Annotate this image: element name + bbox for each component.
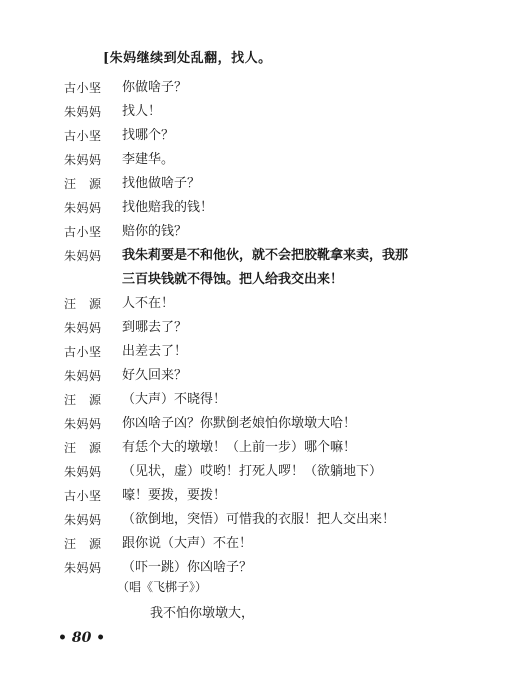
speech-text: 人不在！ (122, 296, 175, 311)
page-number: • 80 • (58, 630, 106, 646)
dialogue-line (64, 172, 464, 196)
speech-text: 找人！ (122, 104, 162, 119)
speech-text: 你凶啥子凶？你默倒老娘怕你墩墩大哈！ (122, 416, 357, 431)
dialogue-line (64, 532, 464, 556)
dialogue-line (64, 484, 464, 508)
speaker-name: 朱妈妈 (64, 513, 102, 527)
speech-text: 有恁个大的墩墩！（上前一步）哪个嘛！ (122, 440, 357, 455)
speech-text: 出差去了！ (122, 344, 188, 359)
speaker-name: 朱妈妈 (64, 417, 102, 431)
speech-text: 李建华。 (122, 152, 175, 167)
song-lyric-line: 我不怕你墩墩大， (150, 606, 255, 621)
speech-text (122, 244, 452, 292)
dialogue-line (64, 364, 464, 388)
speech-text: （见状，虚）哎哟！打死人啰！（欲躺地下） (122, 464, 383, 479)
dialogue-line (64, 124, 464, 148)
dialogue-line (64, 316, 464, 340)
dialogue-line (64, 508, 464, 532)
stage-direction: [朱妈继续到处乱翻，找人。 (103, 51, 272, 66)
speaker-name: 朱妈妈 (64, 321, 102, 335)
speaker-name: 朱妈妈 (64, 105, 102, 119)
dialogue-line (64, 556, 464, 580)
dialogue-line (64, 100, 464, 124)
speech-text: 找他赔我的钱！ (122, 200, 214, 215)
speaker-name: 朱妈妈 (64, 249, 102, 263)
speech-text: 赔你的钱？ (122, 224, 188, 239)
speech-text-continuation: 三百块钱就不得蚀。把人给我交出来！ (122, 272, 344, 287)
dialogue-line (64, 220, 464, 244)
speaker-name: 古小坚 (64, 225, 102, 239)
speech-text: 好久回来？ (122, 368, 188, 383)
speech-text: 跟你说（大声）不在！ (122, 536, 253, 551)
dialogue-line (64, 388, 464, 412)
song-direction: （唱《飞梆子》） (117, 580, 208, 594)
speaker-name: 朱妈妈 (64, 561, 102, 575)
dialogue-line (64, 460, 464, 484)
speaker-name: 朱妈妈 (64, 369, 102, 383)
speech-text: 找哪个？ (122, 128, 175, 143)
dialogue-line (64, 340, 464, 364)
speaker-name: 汪 源 (64, 393, 102, 407)
speaker-name: 朱妈妈 (64, 465, 102, 479)
speech-text: 到哪去了？ (122, 320, 188, 335)
speech-text: 找他做啥子？ (122, 176, 201, 191)
speech-text: 你做啥子？ (122, 80, 188, 95)
dialogue-line (64, 196, 464, 220)
speech-text-line: 我朱莉要是不和他伙，就不会把胶靴拿来卖，我那 (122, 248, 409, 263)
speaker-name: 朱妈妈 (64, 153, 102, 167)
speech-text: （大声）不晓得！ (122, 392, 227, 407)
speaker-name: 朱妈妈 (64, 201, 102, 215)
speaker-name: 古小坚 (64, 81, 102, 95)
speaker-name: 汪 源 (64, 177, 102, 191)
dialogue-line (64, 292, 464, 316)
speaker-name: 汪 源 (64, 297, 102, 311)
speaker-name: 汪 源 (64, 441, 102, 455)
dialogue-line (64, 436, 464, 460)
speech-text: （欲倒地，突悟）可惜我的衣服！把人交出来！ (122, 512, 396, 527)
dialogue-line (64, 148, 464, 172)
dialogue-line (64, 76, 464, 100)
speaker-name: 古小坚 (64, 129, 102, 143)
speaker-name: 汪 源 (64, 537, 102, 551)
speaker-name: 古小坚 (64, 345, 102, 359)
dialogue-line (64, 244, 464, 292)
speech-text: 嚎！要拨，要拨！ (122, 488, 227, 503)
dialogue-line (64, 412, 464, 436)
speaker-name: 古小坚 (64, 489, 102, 503)
speech-text: （吓一跳）你凶啥子？ (122, 560, 253, 575)
